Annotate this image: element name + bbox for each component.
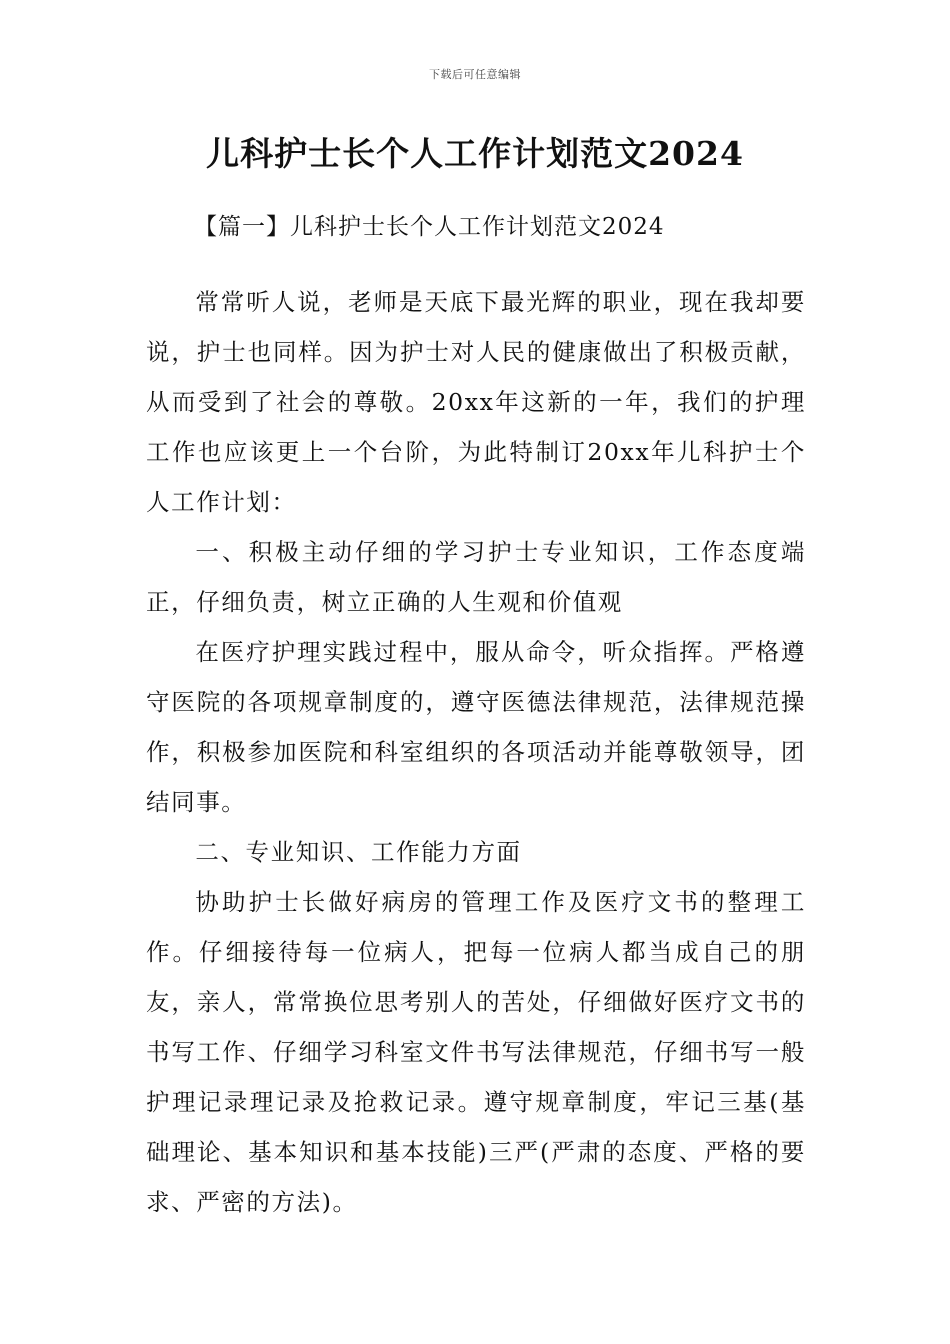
document-body (146, 277, 806, 1227)
paragraph: 协助护士长做好病房的管理工作及医疗文书的整理工作。仔细接待每一位病人，把每一位病人都当成自己的朋友，亲人，常常换位思考别人的苦处，仔细做好医疗文书的书写工作、仔细学习科室文件书写法律规范，仔细书写一般护理记录理记录及抢救记录。遵守规章制度，牢记三基(基础理论、基本知识和基本技能)三严(严肃的态度、严格的要求、严密的方法)。 (146, 888, 806, 1216)
paragraph: 二、专业知识、工作能力方面 (195, 838, 522, 866)
header-note: 下载后可任意编辑 (429, 68, 521, 81)
section-heading: 【篇一】儿科护士长个人工作计划范文2024 (194, 214, 665, 240)
paragraph: 一、积极主动仔细的学习护士专业知识，工作态度端正，仔细负责，树立正确的人生观和价值观 (146, 538, 806, 616)
paragraph: 常常听人说，老师是天底下最光辉的职业，现在我却要说，护士也同样。因为护士对人民的健康做出了积极贡献，从而受到了社会的尊敬。20xx年这新的一年，我们的护理工作也应该更上一个台阶，为此特制订20xx年儿科护士个人工作计划： (146, 288, 806, 516)
document-title: 儿科护士长个人工作计划范文2024 (206, 134, 744, 173)
paragraph: 在医疗护理实践过程中，服从命令，听众指挥。严格遵守医院的各项规章制度的，遵守医德法律规范，法律规范操作，积极参加医院和科室组织的各项活动并能尊敬领导，团结同事。 (146, 638, 806, 816)
